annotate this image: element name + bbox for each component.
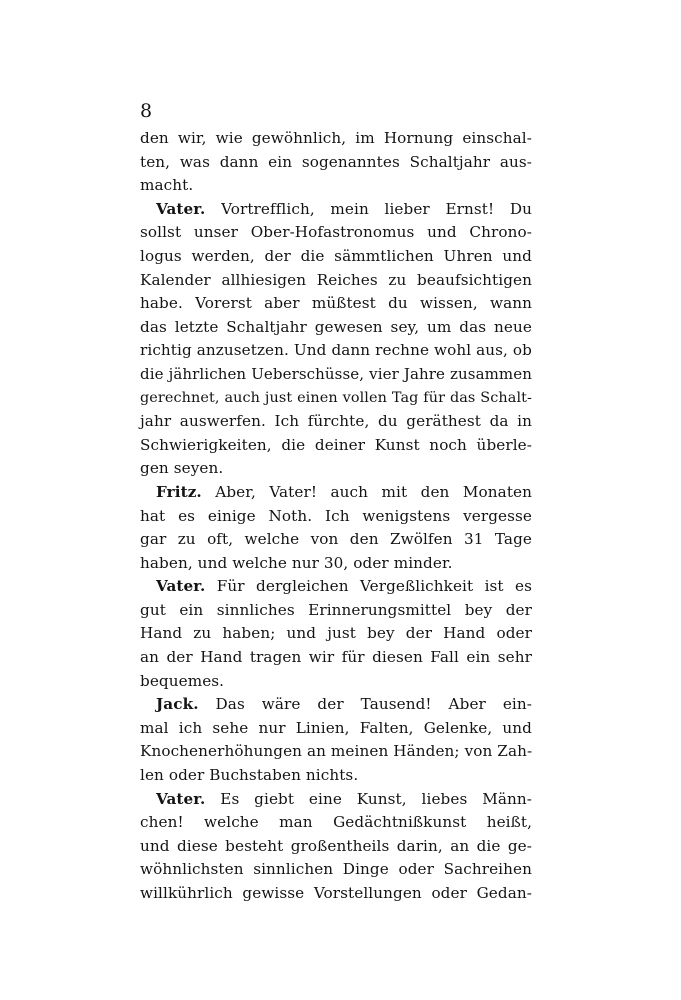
line-text: haben, und welche nur 30, oder minder. (140, 553, 453, 572)
line-text: gar zu oft, welche von den Zwölfen 31 Tage (140, 530, 532, 549)
speaker-name: Fritz. (156, 482, 202, 501)
line-text: Schwierigkeiten, die deiner Kunst noch überle- (140, 435, 532, 454)
line-text: sollst unser Ober-Hofastronomus und Chrono- (140, 223, 532, 242)
text-line (140, 339, 532, 363)
line-text: chen! welche man Gedächtnißkunst heißt, (140, 813, 532, 832)
text-line (140, 363, 532, 387)
text-line (140, 599, 532, 623)
line-text: willkührlich gewisse Vorstellungen oder Gedan- (140, 884, 532, 902)
line-text: gut ein sinnliches Erinnerungsmittel bey der (140, 600, 532, 619)
line-text: hat es einige Noth. Ich wenigstens vergesse (140, 506, 532, 525)
line-text: Kalender allhiesigen Reiches zu beaufsichtigen (140, 270, 532, 289)
line-text: das letzte Schaltjahr gewesen sey, um das neue (140, 317, 532, 336)
page-number: 8 (140, 100, 153, 122)
text-line (140, 528, 532, 552)
line-text: an der Hand tragen wir für diesen Fall ein sehr (140, 648, 532, 667)
line-text: gerechnet, auch just einen vollen Tag für das Schalt- (140, 389, 532, 406)
text-line (140, 811, 532, 835)
line-text: mal ich sehe nur Linien, Falten, Gelenke, und (140, 718, 532, 737)
text-line (140, 316, 532, 340)
text-line (140, 481, 532, 505)
text-line (140, 858, 532, 882)
line-text: die jährlichen Ueberschüsse, vier Jahre zusammen (140, 364, 532, 383)
text-line (140, 835, 532, 859)
text-line (140, 575, 532, 599)
line-text: Aber, Vater! auch mit den Monaten (201, 482, 532, 501)
line-text: den wir, wie gewöhnlich, im Hornung einschal- (140, 129, 532, 147)
text-line (140, 221, 532, 245)
line-text: Vortrefflich, mein lieber Ernst! Du (205, 199, 532, 218)
text-line (140, 434, 532, 458)
line-text: gen seyen. (140, 459, 224, 478)
text-line (140, 245, 532, 269)
line-text: Knochenerhöhungen an meinen Händen; von Zah- (140, 742, 533, 761)
line-text: und diese besteht großentheils darin, an die ge- (140, 836, 532, 855)
line-text: Hand zu haben; und just bey der Hand oder (140, 624, 532, 643)
text-line (140, 127, 532, 151)
text-line (140, 552, 532, 576)
body-text (140, 127, 532, 906)
speaker-name: Jack. (156, 695, 199, 714)
line-text: len oder Buchstaben nichts. (140, 766, 359, 785)
line-text: bequemes. (140, 671, 225, 690)
speaker-name: Vater. (156, 789, 206, 808)
text-line (140, 410, 532, 434)
text-line (140, 764, 532, 788)
line-text: jahr auswerfen. Ich fürchte, du geräthest da in (140, 412, 532, 431)
text-line (140, 622, 532, 646)
line-text: Für dergleichen Vergeßlichkeit ist es (205, 577, 532, 596)
text-line (140, 788, 532, 812)
line-text: macht. (140, 176, 194, 195)
line-text: richtig anzusetzen. Und dann rechne wohl aus, ob (140, 341, 532, 360)
text-line (140, 198, 532, 222)
text-line (140, 505, 532, 529)
line-text: Es giebt eine Kunst, liebes Männ- (205, 789, 532, 808)
text-line (140, 717, 532, 741)
text-line (140, 740, 532, 764)
text-line (140, 457, 532, 481)
line-text: wöhnlichsten sinnlichen Dinge oder Sachreihen (140, 860, 532, 879)
text-line (140, 269, 532, 293)
speaker-name: Vater. (156, 199, 206, 218)
line-text: ten, was dann ein sogenanntes Schaltjahr aus- (140, 152, 532, 171)
text-line (140, 151, 532, 175)
speaker-name: Vater. (156, 577, 206, 596)
text-line (140, 292, 532, 316)
text-line (140, 387, 532, 411)
line-text: habe. Vorerst aber müßtest du wissen, wann (140, 294, 532, 313)
text-line (140, 174, 532, 198)
text-line (140, 693, 532, 717)
text-line (140, 670, 532, 694)
text-line (140, 646, 532, 670)
line-text: logus werden, der die sämmtlichen Uhren und (140, 246, 532, 265)
text-line (140, 882, 532, 906)
line-text: Das wäre der Tausend! Aber ein- (198, 695, 532, 714)
